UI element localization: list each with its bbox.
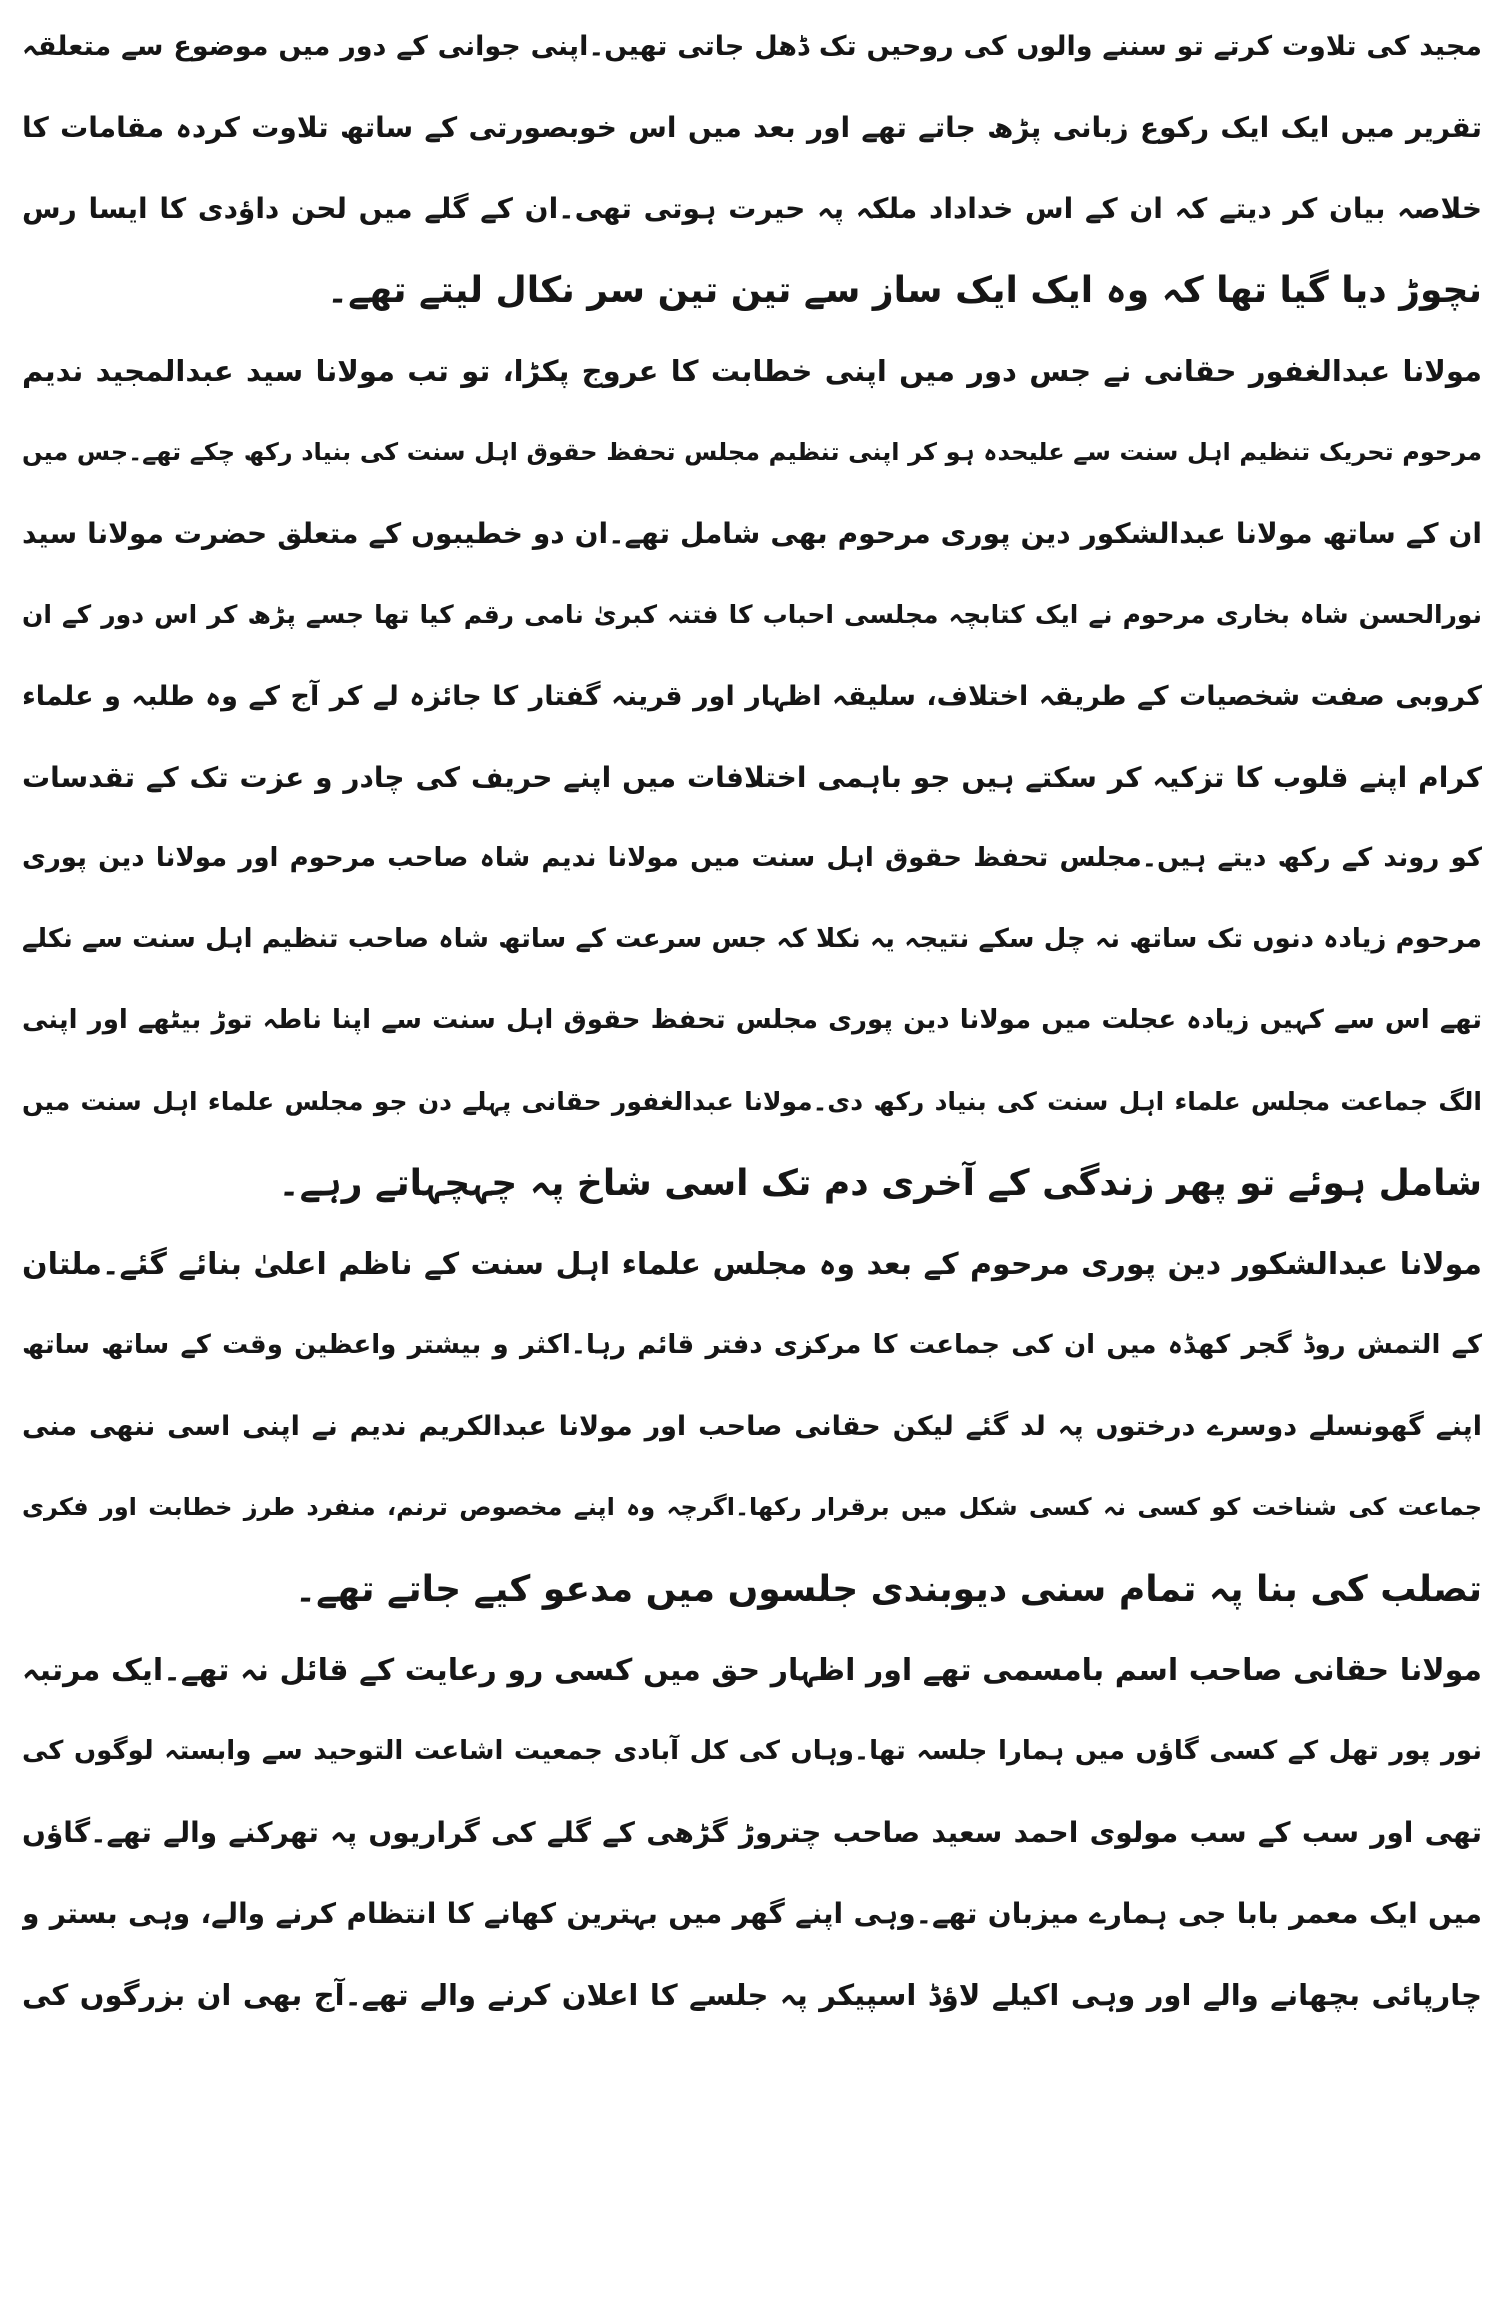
text-line-17: کے التمش روڈ گجر کھڈہ میں ان کی جماعت کا مرکزی دفتر قائم رہا۔اکثر و بیشتر واعظین وقت کے ساتھ ساتھ bbox=[22, 1330, 1482, 1360]
text-line-23: تھی اور سب کے سب مولوی احمد سعید صاحب چتروڑ گڑھی کے گلے کی گراریوں پہ تھرکنے والے تھے۔گاؤں bbox=[22, 1816, 1482, 1850]
text-line-12: مرحوم زیادہ دنوں تک ساتھ نہ چل سکے نتیجہ یہ نکلا کہ جس سرعت کے ساتھ شاہ صاحب تنظیم اہل سنت سے نکلے bbox=[22, 924, 1482, 955]
text-line-7: ان کے ساتھ مولانا عبدالشکور دین پوری مرحوم بھی شامل تھے۔ان دو خطیبوں کے متعلق حضرت مولانا سید bbox=[22, 517, 1482, 551]
text-line-8: نورالحسن شاہ بخاری مرحوم نے ایک کتابچہ مجلسی احباب کا فتنہ کبریٰ نامی رقم کیا تھا جسے پڑھ کر اس دور کے ان bbox=[22, 600, 1482, 630]
text-line-10: کرام اپنے قلوب کا تزکیہ کر سکتے ہیں جو باہمی اختلافات میں اپنے حریف کی چادر و عزت تک کے تقدسات bbox=[22, 760, 1482, 794]
text-line-15: شامل ہوئے تو پھر زندگی کے آخری دم تک اسی شاخ پہ چہچہاتے رہے۔ bbox=[278, 1162, 1482, 1204]
text-line-11: کو روند کے رکھ دیتے ہیں۔مجلس تحفظ حقوق اہل سنت میں مولانا ندیم شاہ صاحب مرحوم اور مولانا دین پوری bbox=[22, 842, 1482, 873]
text-line-13: تھے اس سے کہیں زیادہ عجلت میں مولانا دین پوری مجلس تحفظ حقوق اہل سنت سے اپنا ناطہ توڑ بیٹھے اور اپنی bbox=[22, 1005, 1482, 1036]
text-line-1: مجید کی تلاوت کرتے تو سننے والوں کی روحیں تک ڈھل جاتی تھیں۔اپنی جوانی کے دور میں موضوع سے متعلقہ bbox=[22, 31, 1482, 62]
text-line-5: مولانا عبدالغفور حقانی نے جس دور میں اپنی خطابت کا عروج پکڑا، تو تب مولانا سید عبدالمجید ندیم bbox=[22, 353, 1482, 388]
text-line-21: مولانا حقانی صاحب اسم بامسمی تھے اور اظہار حق میں کسی رو رعایت کے قائل نہ تھے۔ایک مرتبہ bbox=[22, 1652, 1482, 1688]
text-line-22: نور پور تھل کے کسی گاؤں میں ہمارا جلسہ تھا۔وہاں کی کل آبادی جمعیت اشاعت التوحید سے وابستہ لوگوں کی bbox=[22, 1735, 1482, 1766]
text-line-14: الگ جماعت مجلس علماء اہل سنت کی بنیاد رکھ دی۔مولانا عبدالغفور حقانی پہلے دن جو مجلس علماء اہل سنت میں bbox=[22, 1087, 1482, 1117]
text-line-18: اپنے گھونسلے دوسرے درختوں پہ لد گئے لیکن حقانی صاحب اور مولانا عبدالکریم ندیم نے اپنی اسی ننھی منی bbox=[22, 1411, 1482, 1443]
text-line-9: کروبی صفت شخصیات کے طریقہ اختلاف، سلیقہ اظہار اور قرینہ گفتار کا جائزہ لے کر آج کے وہ طلبہ و علماء bbox=[22, 680, 1482, 712]
text-line-19: جماعت کی شناخت کو کسی نہ کسی شکل میں برقرار رکھا۔اگرچہ وہ اپنے مخصوص ترنم، منفرد طرز خطابت اور فکری bbox=[22, 1493, 1482, 1522]
text-line-6: مرحوم تحریک تنظیم اہل سنت سے علیحدہ ہو کر اپنی تنظیم مجلس تحفظ حقوق اہل سنت کی بنیاد رکھ چکے تھے۔جس میں bbox=[22, 437, 1482, 466]
text-line-4: نچوڑ دیا گیا تھا کہ وہ ایک ایک ساز سے تین تین سر نکال لیتے تھے۔ bbox=[327, 269, 1482, 311]
text-line-24: میں ایک معمر بابا جی ہمارے میزبان تھے۔وہی اپنے گھر میں بہترین کھانے کا انتظام کرنے والے، وہی بستر و bbox=[22, 1897, 1482, 1931]
text-line-2: تقریر میں ایک ایک رکوع زبانی پڑھ جاتے تھے اور بعد میں اس خوبصورتی کے ساتھ تلاوت کردہ مقامات کا bbox=[22, 111, 1482, 145]
text-line-16: مولانا عبدالشکور دین پوری مرحوم کے بعد وہ مجلس علماء اہل سنت کے ناظم اعلیٰ بنائے گئے۔ملتان bbox=[22, 1246, 1482, 1282]
text-line-20: تصلب کی بنا پہ تمام سنی دیوبندی جلسوں میں مدعو کیے جاتے تھے۔ bbox=[295, 1568, 1482, 1610]
text-line-3: خلاصہ بیان کر دیتے کہ ان کے اس خداداد ملکہ پہ حیرت ہوتی تھی۔ان کے گلے میں لحن داؤدی کا ایسا رس bbox=[22, 192, 1482, 226]
urdu-text-page bbox=[22, 6, 1482, 2294]
text-line-25: چارپائی بچھانے والے اور وہی اکیلے لاؤڈ اسپیکر پہ جلسے کا اعلان کرنے والے تھے۔آج بھی ان بزرگوں کی bbox=[22, 1977, 1482, 2012]
